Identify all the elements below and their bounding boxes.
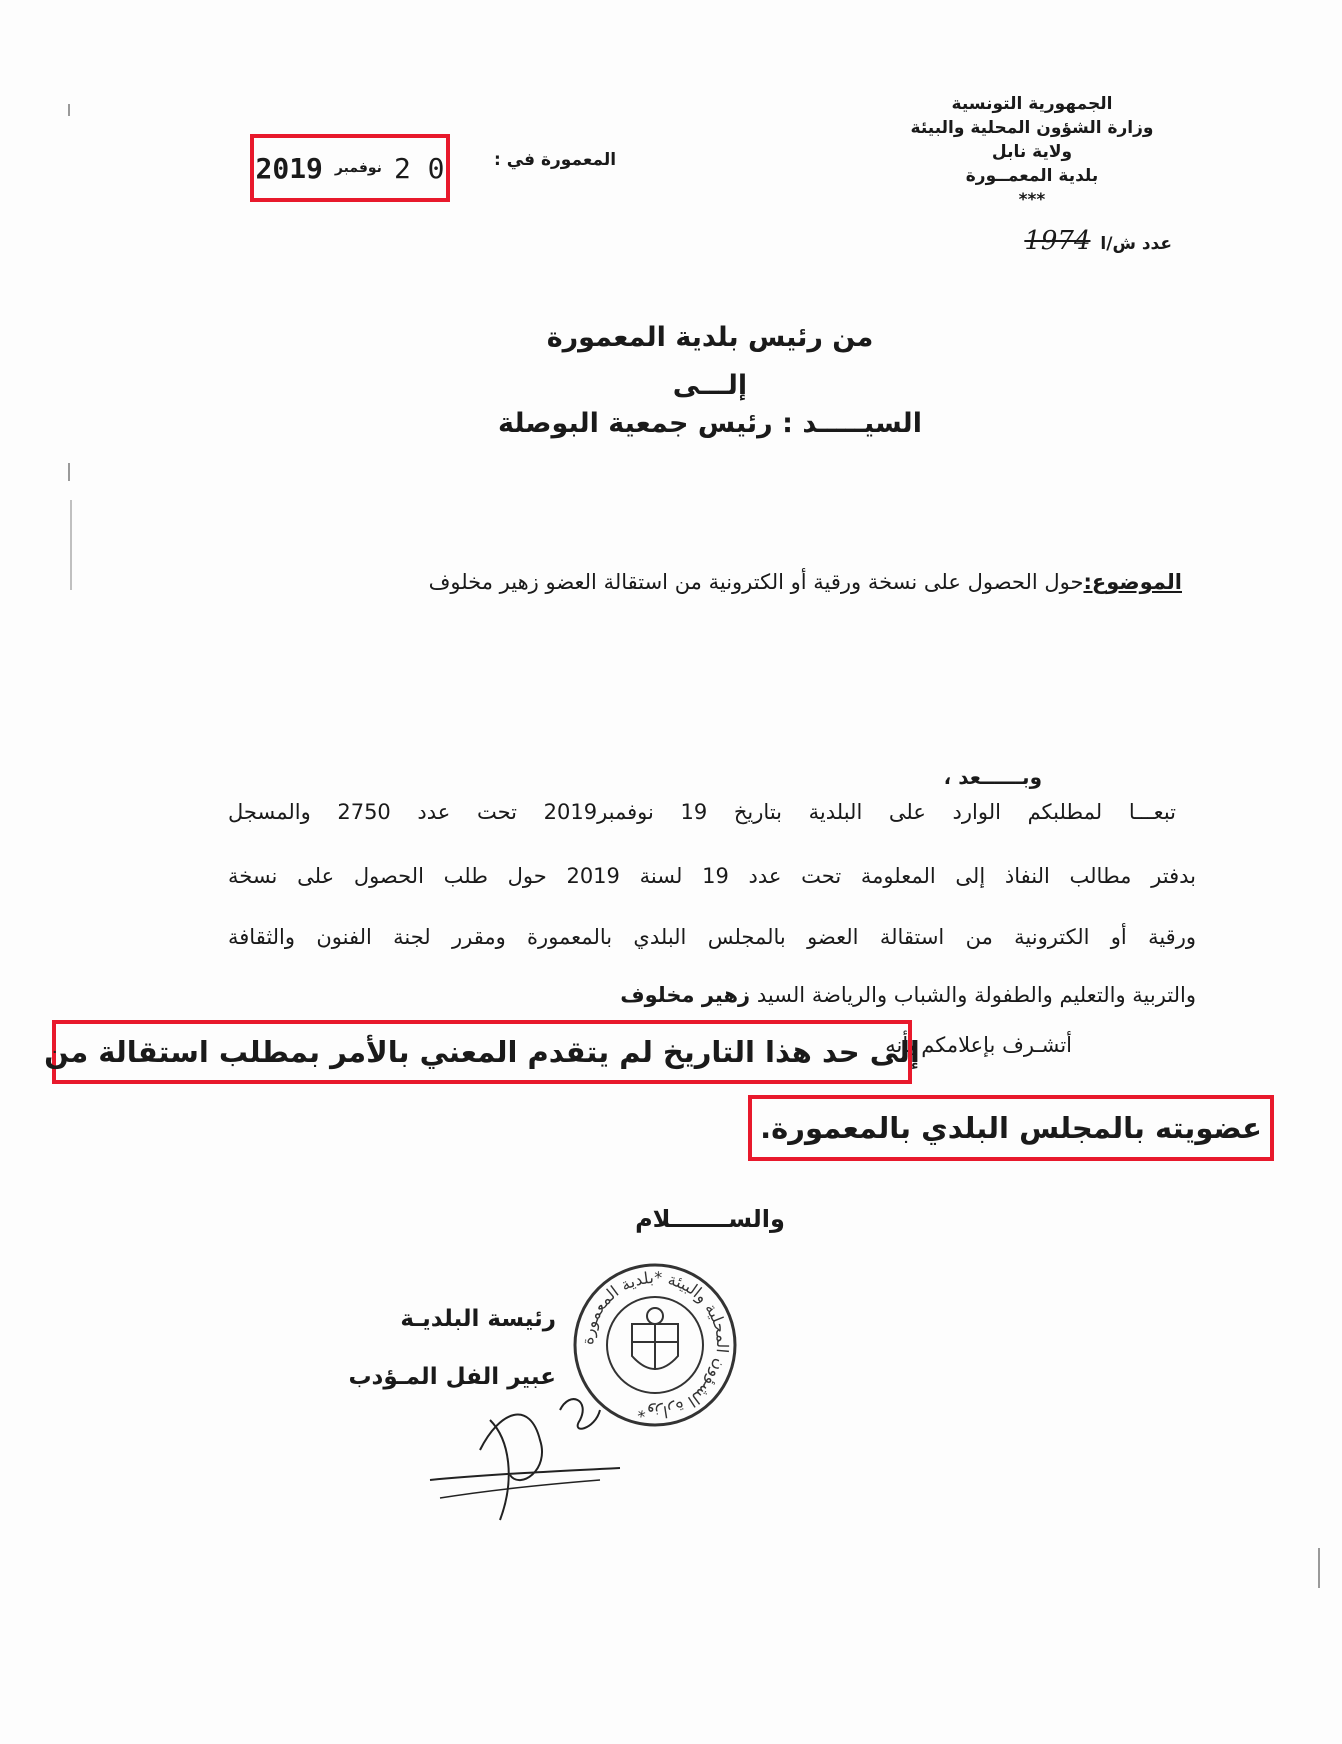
- reference-number: 1974: [1024, 226, 1091, 256]
- recipient-line: السيـــــد : رئيس جمعية البوصلة: [498, 408, 922, 439]
- date-year: 2019: [255, 151, 323, 185]
- stamp-ring-text: وزارة الشؤون المحلية والبيئة *بلدية المعمورة*: [577, 1267, 733, 1423]
- scan-mark: [1318, 1548, 1320, 1588]
- date-day: 2 0: [393, 151, 445, 185]
- letterhead: [872, 92, 1192, 212]
- signatory-title: رئيسة البلديـة: [400, 1306, 556, 1332]
- letterhead-line: ولاية نابل: [991, 142, 1073, 162]
- greeting: وبــــــعد ،: [943, 765, 1042, 789]
- date-month: نوفمبر: [334, 160, 382, 176]
- body-line: تبعـــا لمطلبكم الوارد على البلدية بتاريخ 19 نوفمبر2019 تحت عدد 2750 والمسجل: [228, 800, 1176, 824]
- body-line: ورقية أو الكترونية من استقالة العضو بالمجلس البلدي بالمعمورة ومقرر لجنة الفنون والثقافة: [228, 925, 1196, 949]
- reference-line: [1024, 226, 1172, 256]
- date-highlight-box: [250, 134, 450, 202]
- letterhead-line: وزارة الشؤون المحلية والبيئة: [910, 118, 1154, 138]
- scan-mark: [68, 104, 70, 116]
- letterhead-line: بلدية المعمــورة: [965, 166, 1099, 186]
- handwritten-signature: [420, 1380, 650, 1530]
- letterhead-line: الجمهورية التونسية: [951, 94, 1113, 114]
- signatory-name: عبير الفل المـؤدب: [348, 1364, 556, 1390]
- coat-of-arms-icon: [632, 1308, 678, 1370]
- body-line-text: والتربية والتعليم والطفولة والشباب والرياضة السيد: [756, 983, 1196, 1007]
- body-line: [228, 983, 1196, 1007]
- to-line: إلـــى: [672, 370, 748, 401]
- member-name: زهير مخلوف: [620, 983, 751, 1007]
- highlighted-statement: عضويته بالمجلس البلدي بالمعمورة.: [748, 1095, 1274, 1161]
- subject-text: حول الحصول على نسخة ورقية أو الكترونية من استقالة العضو زهير مخلوف: [428, 570, 1084, 594]
- subject-line: [429, 570, 1182, 594]
- body-line: بدفتر مطالب النفاذ إلى المعلومة تحت عدد 19 لسنة 2019 حول طلب الحصول على نسخة: [228, 864, 1196, 888]
- sender-line: من رئيس بلدية المعمورة: [546, 322, 874, 353]
- closing-salutation: والســـــــلام: [635, 1205, 785, 1233]
- letterhead-line: ***: [1018, 190, 1046, 210]
- scan-mark: [68, 463, 70, 481]
- place-label: المعمورة في :: [494, 150, 617, 170]
- body-line: أتشـرف بإعلامكم بأنه: [885, 1033, 1072, 1057]
- reference-label: عدد ش/ا: [1100, 234, 1172, 254]
- highlighted-statement: إلى حد هذا التاريخ لم يتقدم المعني بالأمر بمطلب استقالة من: [52, 1020, 912, 1084]
- subject-label: الموضوع:: [1083, 570, 1182, 594]
- scan-mark: [70, 500, 72, 590]
